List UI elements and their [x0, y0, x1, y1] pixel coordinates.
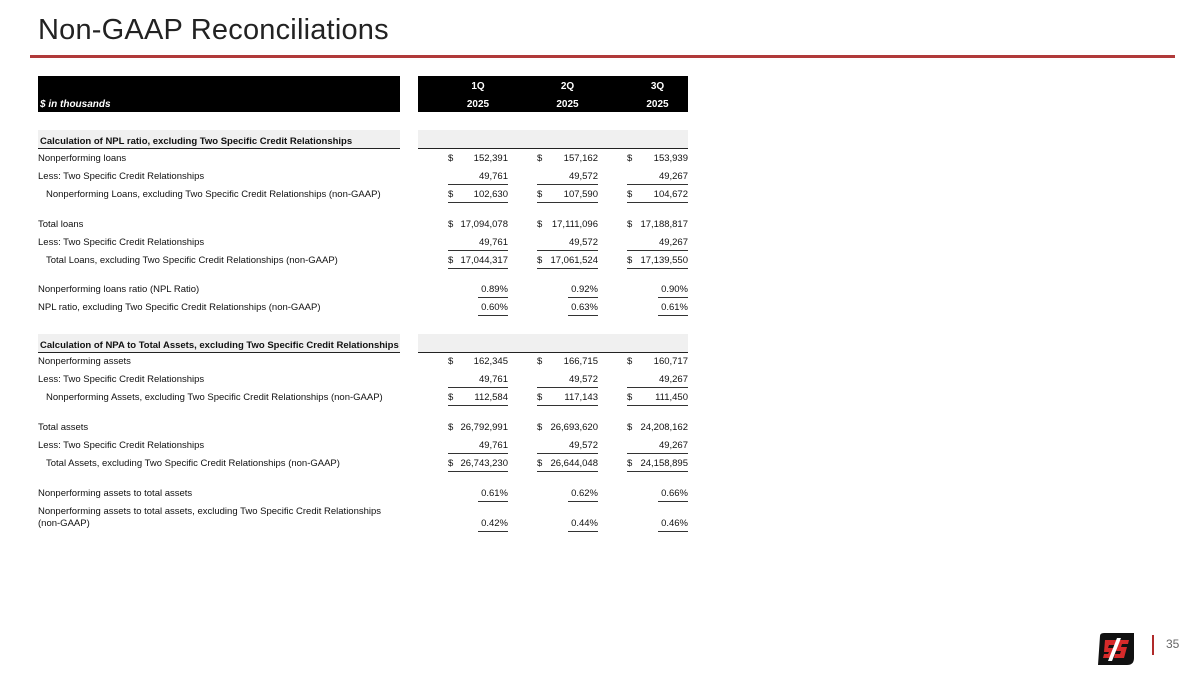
value: 0.44%: [571, 518, 598, 529]
value-cell: [448, 171, 508, 185]
company-logo: [1096, 632, 1136, 666]
table-header-columns: [418, 76, 688, 112]
table-row: [38, 171, 688, 185]
value-cell: [627, 440, 688, 454]
value-cell: [537, 440, 598, 454]
currency-symbol: $: [627, 189, 633, 200]
value-cell: [478, 518, 508, 532]
value-cell: [537, 153, 598, 166]
currency-symbol: $: [537, 356, 543, 367]
value: 17,139,550: [640, 255, 688, 266]
value: 0.62%: [571, 488, 598, 499]
value: 49,761: [478, 171, 508, 182]
title-divider: [30, 55, 1175, 58]
column-year: 2025: [466, 99, 490, 110]
value: 49,267: [658, 374, 688, 385]
section-heading-band: [38, 334, 400, 353]
table-row: [38, 189, 688, 203]
currency-symbol: $: [627, 356, 633, 367]
value: 49,572: [568, 374, 598, 385]
page-number-divider: [1152, 635, 1154, 655]
value: 0.89%: [481, 284, 508, 295]
value: 49,572: [568, 440, 598, 451]
value: 0.61%: [661, 302, 688, 313]
row-label: NPL ratio, excluding Two Specific Credit Relationships (non-GAAP): [38, 302, 321, 313]
value-cell: [658, 518, 688, 532]
value-cell: [627, 153, 688, 166]
column-year: 2025: [646, 99, 669, 110]
currency-symbol: $: [627, 392, 633, 403]
table-row: [38, 219, 688, 233]
currency-symbol: $: [537, 219, 543, 230]
currency-symbol: $: [627, 422, 633, 433]
currency-symbol: $: [448, 189, 454, 200]
currency-symbol: $: [627, 255, 633, 266]
value-cell: [537, 189, 598, 203]
value: 157,162: [563, 153, 598, 164]
value: 0.42%: [481, 518, 508, 529]
value-cell: [627, 219, 688, 232]
value: 104,672: [653, 189, 688, 200]
table-row: [38, 422, 688, 436]
value-cell: [568, 302, 598, 316]
currency-symbol: $: [537, 422, 543, 433]
value: 0.66%: [661, 488, 688, 499]
value-cell: [448, 422, 508, 435]
table-row: [38, 237, 688, 251]
row-label: Nonperforming loans ratio (NPL Ratio): [38, 284, 200, 295]
value: 49,761: [478, 237, 508, 248]
value-cell: [627, 458, 688, 472]
currency-symbol: $: [537, 392, 543, 403]
value-cell: [627, 189, 688, 203]
table-row: [38, 458, 688, 472]
value-cell: [537, 255, 598, 269]
row-label: Total loans: [38, 219, 84, 230]
value-cell: [448, 219, 508, 232]
value-cell: [448, 255, 508, 269]
value-cell: [537, 171, 598, 185]
value: 24,158,895: [640, 458, 688, 469]
value: 0.46%: [661, 518, 688, 529]
value: 111,450: [655, 392, 688, 403]
currency-symbol: $: [627, 219, 633, 230]
row-label: Nonperforming Assets, excluding Two Specific Credit Relationships (non-GAAP): [46, 392, 383, 403]
value: 17,094,078: [460, 219, 508, 230]
value-cell: [537, 356, 598, 369]
currency-symbol: $: [448, 153, 454, 164]
unit-label: $ in thousands: [40, 99, 111, 110]
value: 0.61%: [481, 488, 508, 499]
currency-symbol: $: [537, 189, 543, 200]
currency-symbol: $: [448, 422, 454, 433]
value-cell: [627, 422, 688, 435]
table-row: [38, 506, 688, 529]
value: 26,693,620: [550, 422, 598, 433]
value: 26,644,048: [550, 458, 598, 469]
value-cell: [448, 458, 508, 472]
value: 0.90%: [661, 284, 688, 295]
row-label-continued: (non-GAAP): [38, 518, 90, 529]
currency-symbol: $: [448, 356, 454, 367]
value: 0.63%: [571, 302, 598, 313]
value: 49,267: [658, 171, 688, 182]
value: 166,715: [563, 356, 598, 367]
table-row: [38, 488, 688, 502]
value-cell: [658, 302, 688, 316]
table-header-label: [38, 76, 400, 112]
value-cell: [537, 392, 598, 406]
table-row: [38, 302, 688, 316]
value: 0.92%: [571, 284, 598, 295]
value: 160,717: [653, 356, 688, 367]
row-label: Nonperforming assets to total assets: [38, 488, 193, 499]
value: 162,345: [473, 356, 508, 367]
column-quarter: 1Q: [471, 81, 485, 92]
value: 152,391: [473, 153, 508, 164]
section-heading: Calculation of NPL ratio, excluding Two Specific Credit Relationships: [40, 136, 353, 147]
currency-symbol: $: [448, 219, 454, 230]
table-row: [38, 356, 688, 370]
column-quarter: 3Q: [650, 81, 665, 92]
section-band-values: [418, 334, 688, 353]
page-title: Non-GAAP Reconciliations: [38, 14, 389, 46]
value: 17,188,817: [640, 219, 688, 230]
section-heading-band: [38, 130, 400, 149]
value-cell: [537, 422, 598, 435]
table-row: [38, 153, 688, 167]
row-label: Total assets: [38, 422, 89, 433]
value-cell: [448, 237, 508, 251]
value-cell: [658, 488, 688, 502]
row-label: Total Loans, excluding Two Specific Credit Relationships (non-GAAP): [46, 255, 338, 266]
row-label: Less: Two Specific Credit Relationships: [38, 237, 205, 248]
value-cell: [627, 255, 688, 269]
column-quarter: 2Q: [560, 81, 575, 92]
section-heading: Calculation of NPA to Total Assets, excluding Two Specific Credit Relationships: [40, 340, 399, 351]
value: 24,208,162: [640, 422, 688, 433]
value-cell: [537, 237, 598, 251]
value-cell: [627, 374, 688, 388]
value-cell: [448, 189, 508, 203]
value: 17,044,317: [460, 255, 508, 266]
value-cell: [537, 219, 598, 232]
value-cell: [478, 302, 508, 316]
column-year: 2025: [556, 99, 579, 110]
currency-symbol: $: [627, 458, 633, 469]
currency-symbol: $: [537, 255, 543, 266]
value-cell: [448, 374, 508, 388]
value-cell: [448, 153, 508, 166]
value: 117,143: [564, 392, 598, 403]
value-cell: [448, 356, 508, 369]
row-label: Nonperforming Loans, excluding Two Specific Credit Relationships (non-GAAP): [46, 189, 381, 200]
value-cell: [627, 237, 688, 251]
value: 26,743,230: [460, 458, 508, 469]
value-cell: [478, 284, 508, 298]
value: 17,111,096: [551, 219, 598, 230]
value-cell: [658, 284, 688, 298]
value: 112,584: [474, 392, 508, 403]
row-label: Less: Two Specific Credit Relationships: [38, 374, 205, 385]
value-cell: [627, 356, 688, 369]
value: 49,267: [658, 237, 688, 248]
value-cell: [448, 440, 508, 454]
row-label: Nonperforming assets to total assets, excluding Two Specific Credit Relationships: [38, 506, 382, 517]
row-label: Less: Two Specific Credit Relationships: [38, 440, 205, 451]
value: 17,061,524: [550, 255, 598, 266]
currency-symbol: $: [537, 458, 543, 469]
table-row: [38, 284, 688, 298]
value: 49,572: [568, 171, 598, 182]
value: 49,267: [658, 440, 688, 451]
value-cell: [478, 488, 508, 502]
currency-symbol: $: [448, 392, 454, 403]
table-row: [38, 440, 688, 454]
currency-symbol: $: [448, 458, 454, 469]
value-cell: [568, 488, 598, 502]
value: 153,939: [653, 153, 688, 164]
row-label: Nonperforming assets: [38, 356, 131, 367]
table-row: [38, 374, 688, 388]
value-cell: [568, 284, 598, 298]
row-label: Nonperforming loans: [38, 153, 127, 164]
section-band-values: [418, 130, 688, 149]
value-cell: [537, 374, 598, 388]
value: 49,761: [478, 440, 508, 451]
value: 26,792,991: [460, 422, 508, 433]
value: 107,590: [563, 189, 598, 200]
page-number: 35: [1166, 637, 1180, 651]
table-row: [38, 255, 688, 269]
row-label: Less: Two Specific Credit Relationships: [38, 171, 205, 182]
table-row: [38, 392, 688, 406]
currency-symbol: $: [448, 255, 454, 266]
value-cell: [627, 392, 688, 406]
value-cell: [627, 171, 688, 185]
currency-symbol: $: [537, 153, 543, 164]
value: 102,630: [473, 189, 508, 200]
row-label: Total Assets, excluding Two Specific Credit Relationships (non-GAAP): [46, 458, 340, 469]
value-cell: [568, 518, 598, 532]
value: 49,761: [478, 374, 508, 385]
value-cell: [448, 392, 508, 406]
currency-symbol: $: [627, 153, 633, 164]
value: 49,572: [568, 237, 598, 248]
value-cell: [537, 458, 598, 472]
value: 0.60%: [481, 302, 508, 313]
